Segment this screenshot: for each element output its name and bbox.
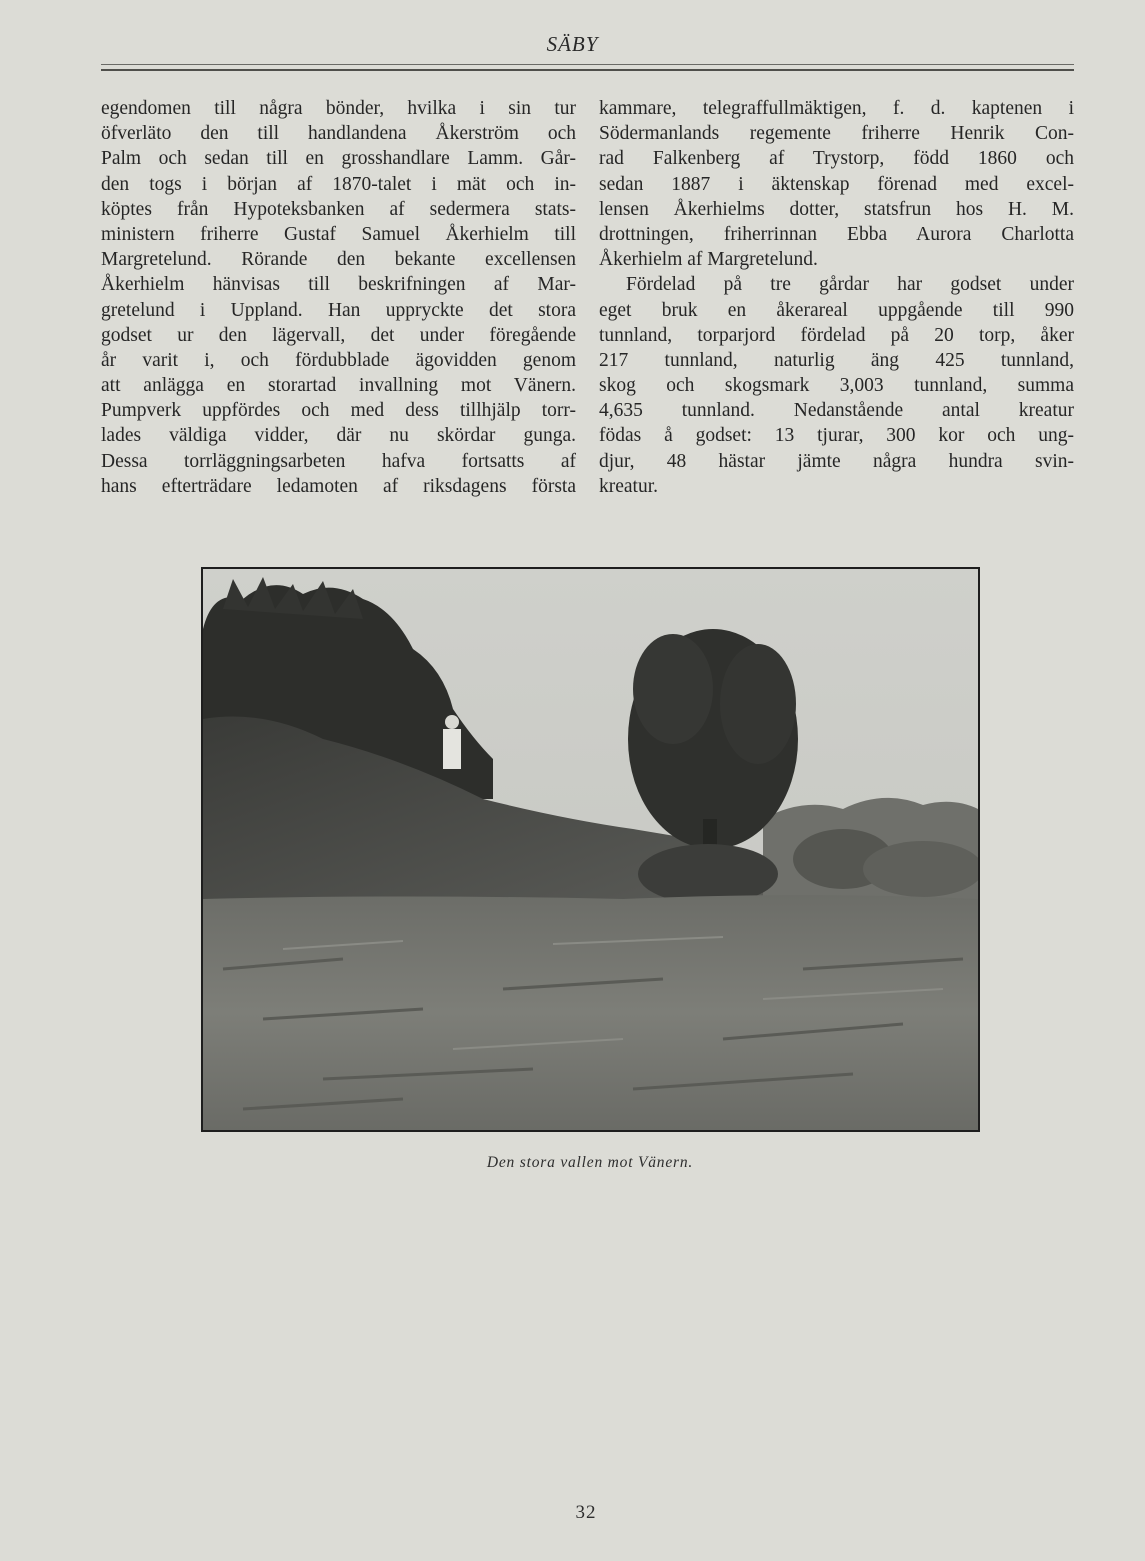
right-text-column [599, 96, 1074, 499]
left-line-9: gretelund i Uppland. Han uppryckte det stora [101, 299, 576, 321]
left-line-8: Åkerhielm hänvisas till beskrifningen af Mar- [101, 274, 576, 296]
right-line-11: 217 tunnland, naturlig äng 425 tunnland, [599, 349, 1074, 371]
header-rule-thin [101, 64, 1074, 65]
left-line-6: ministern friherre Gustaf Samuel Åkerhielm till [101, 223, 576, 245]
right-line-14: födas å godset: 13 tjurar, 300 kor och ung- [599, 425, 1074, 447]
right-line-13: 4,635 tunnland. Nedanstående antal kreatur [599, 400, 1074, 422]
left-line-11: år varit i, och fördubblade ägovidden genom [101, 349, 576, 371]
page-number: 32 [575, 1502, 597, 1523]
right-line-5: lensen Åkerhielms dotter, statsfrun hos H. M. [599, 198, 1074, 220]
header-rule-thick [101, 69, 1074, 71]
right-line-6: drottningen, friherrinnan Ebba Aurora Charlotta [599, 223, 1074, 245]
running-title: SÄBY [546, 32, 599, 56]
right-line-8: Fördelad på tre gårdar har godset under [626, 274, 1074, 296]
figure-caption: Den stora vallen mot Vänern. [486, 1154, 694, 1171]
left-line-13: Pumpverk uppfördes och med dess tillhjälp torr- [101, 400, 576, 422]
photo-standing-figure [443, 729, 461, 769]
right-line-16: kreatur. [599, 475, 659, 497]
landscape-photograph [201, 567, 980, 1132]
right-line-7: Åkerhielm af Margretelund. [599, 249, 818, 271]
right-line-9: eget bruk en åkerareal uppgående till 990 [599, 299, 1074, 321]
left-line-14: lades väldiga vidder, där nu skördar gunga. [101, 425, 576, 447]
left-line-10: godset ur den lägervall, det under föregående [101, 324, 576, 346]
right-line-3: rad Falkenberg af Trystorp, född 1860 och [599, 148, 1074, 170]
left-line-5: köptes från Hypoteksbanken af sedermera stats- [101, 198, 576, 220]
right-line-4: sedan 1887 i äktenskap förenad med excel- [599, 173, 1074, 195]
left-line-16: hans efterträdare ledamoten af riksdagens första [101, 475, 576, 497]
photo-meadow [203, 895, 978, 1130]
left-line-12: att anlägga en storartad invallning mot Vänern. [101, 375, 576, 397]
right-line-12: skog och skogsmark 3,003 tunnland, summa [599, 375, 1074, 397]
left-line-7: Margretelund. Rörande den bekante excellensen [101, 249, 576, 271]
left-line-4: den togs i början af 1870-talet i mät och in- [101, 173, 576, 195]
left-line-3: Palm och sedan till en grosshandlare Lamm. Går- [101, 148, 576, 170]
left-line-15: Dessa torrläggningsarbeten hafva fortsatts af [101, 450, 576, 472]
right-line-2: Södermanlands regemente friherre Henrik Con- [599, 123, 1074, 145]
right-line-10: tunnland, torparjord fördelad på 20 torp, åker [599, 324, 1074, 346]
left-line-1: egendomen till några bönder, hvilka i sin tur [101, 98, 576, 119]
left-line-2: öfverläto den till handlandena Åkerström och [101, 123, 576, 145]
right-line-15: djur, 48 hästar jämte några hundra svin- [599, 450, 1074, 472]
left-text-column [101, 96, 576, 499]
right-line-1: kammare, telegraffullmäktigen, f. d. kaptenen i [599, 98, 1074, 119]
